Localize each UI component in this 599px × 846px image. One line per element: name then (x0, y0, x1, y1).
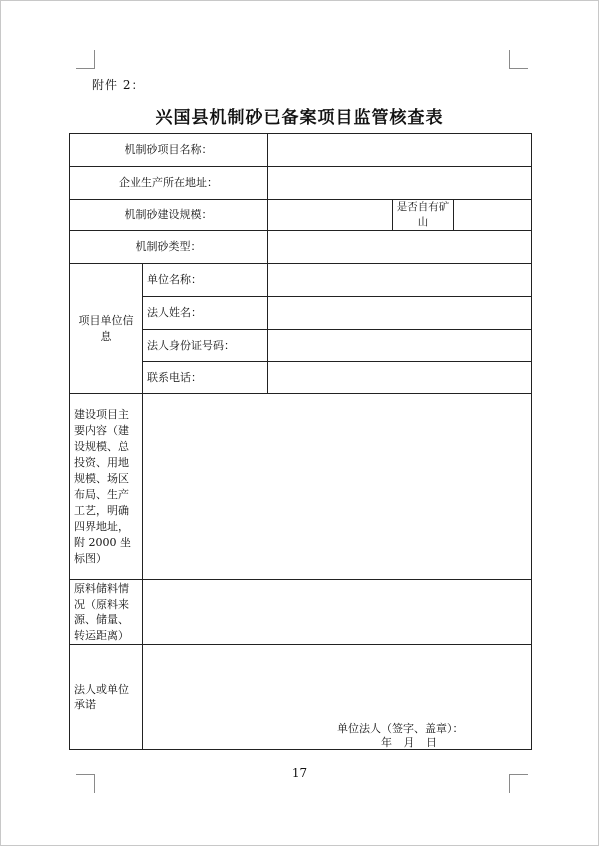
own-mine-label: 是否自有矿山 (393, 200, 454, 231)
legal-id-field[interactable] (268, 330, 532, 362)
table-row (70, 231, 532, 264)
phone-label: 联系电话： (143, 362, 268, 394)
unit-name-label: 单位名称： (143, 264, 268, 297)
crop-mark-top-right (509, 50, 528, 69)
table-row (70, 580, 532, 645)
project-name-field[interactable] (268, 134, 532, 167)
address-field[interactable] (268, 167, 532, 200)
table-row (70, 200, 532, 231)
table-row (70, 167, 532, 200)
legal-name-label: 法人姓名： (143, 297, 268, 330)
table-row (70, 394, 532, 580)
attachment-label: 附件 2： (92, 78, 145, 92)
inspection-form-table (69, 133, 532, 750)
table-row (70, 264, 532, 297)
legal-id-label: 法人身份证号码： (143, 330, 268, 362)
date-line: 年 月 日 (381, 736, 437, 749)
legal-name-field[interactable] (268, 297, 532, 330)
commitment-label: 法人或单位承诺 (70, 645, 143, 750)
table-row (70, 134, 532, 167)
main-content-field[interactable] (143, 394, 532, 580)
scale-label: 机制砂建设规模： (70, 200, 268, 231)
type-label: 机制砂类型： (70, 231, 268, 264)
type-field[interactable] (268, 231, 532, 264)
unit-name-field[interactable] (268, 264, 532, 297)
materials-label: 原料储料情况（原料来源、储量、转运距离） (70, 580, 143, 645)
scale-field[interactable] (268, 200, 393, 231)
address-label: 企业生产所在地址： (70, 167, 268, 200)
materials-field[interactable] (143, 580, 532, 645)
signature-line: 单位法人（签字、盖章）： (337, 722, 464, 735)
phone-field[interactable] (268, 362, 532, 394)
crop-mark-top-left (76, 50, 95, 69)
main-content-label: 建设项目主要内容（建设规模、总投资、用地规模、场区布局、生产工艺，明确四界地址，附 2000 坐标图） (70, 394, 143, 580)
unit-info-label: 项目单位信息 (70, 264, 143, 394)
page-number: 17 (291, 766, 308, 780)
project-name-label: 机制砂项目名称： (70, 134, 268, 167)
form-title: 兴国县机制砂已备案项目监管核查表 (155, 108, 444, 128)
own-mine-field[interactable] (454, 200, 532, 231)
